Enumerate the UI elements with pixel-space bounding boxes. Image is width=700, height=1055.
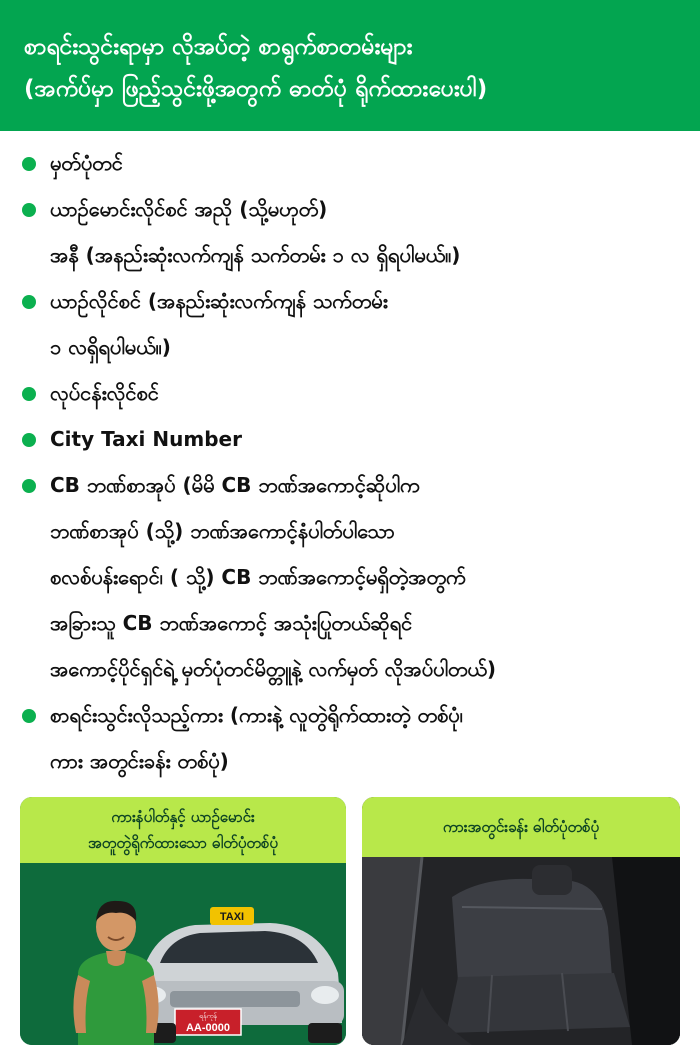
list-item-text: အခြားသူ CB ဘဏ်အကောင့် အသုံးပြုတယ်ဆိုရင် bbox=[50, 611, 413, 635]
list-item bbox=[0, 186, 700, 278]
bullet-icon bbox=[22, 203, 36, 217]
list-item-text: City Taxi Number bbox=[50, 427, 242, 451]
bullet-icon bbox=[22, 709, 36, 723]
bullet-icon bbox=[22, 387, 36, 401]
caption-line: ကားနံပါတ်နှင့် ယာဉ်မောင်း bbox=[111, 808, 255, 826]
list-item-text: စလစ်ပန်းရောင်၊ ( သို့) CB ဘဏ်အကောင့်မရှိတဲ့အတွက် bbox=[50, 565, 466, 589]
list-item-text: စာရင်းသွင်းလိုသည့်ကား (ကားနဲ့ လူတွဲရိုက်ထားတဲ့ တစ်ပုံ၊ bbox=[50, 703, 463, 727]
list-item bbox=[0, 462, 700, 692]
list-item-text: CB ဘဏ်စာအုပ် (မိမိ CB ဘဏ်အကောင့်ဆိုပါက bbox=[50, 473, 420, 497]
list-item-text: မှတ်ပုံတင် bbox=[50, 151, 123, 175]
plate-number: AA-0000 bbox=[185, 1022, 231, 1034]
example-photos bbox=[0, 797, 700, 1055]
list-item-text: အနီ (အနည်းဆုံးလက်ကျန် သက်တမ်း ၁ လ ရှိရပါမယ်။) bbox=[50, 243, 461, 267]
header-title-line2: (အက်ပ်မှာ ဖြည့်သွင်းဖို့အတွက် ဓာတ်ပုံ ရိုက်ထားပေးပါ) bbox=[24, 76, 488, 102]
taxi-sign-text: TAXI bbox=[219, 911, 245, 923]
list-item bbox=[0, 278, 700, 370]
car-interior-image bbox=[362, 857, 680, 1045]
list-item-text: ဘဏ်စာအုပ် (သို့) ဘဏ်အကောင့်နံပါတ်ပါသော bbox=[50, 519, 395, 543]
header-title-line1: စာရင်းသွင်းရာမှာ လိုအပ်တဲ့ စာရွက်စာတမ်းများ bbox=[24, 34, 413, 60]
list-item-text: ယာဉ်မောင်းလိုင်စင် အညို (သို့မဟုတ်) bbox=[50, 197, 328, 221]
list-item-text: လုပ်ငန်းလိုင်စင် bbox=[50, 381, 159, 405]
car-interior-photo bbox=[362, 857, 680, 1045]
list-item-text: ၁ လရှိရပါမယ်။) bbox=[50, 335, 171, 359]
list-item bbox=[0, 416, 700, 462]
caption-line: အတူတွဲရိုက်ထားသော ဓါတ်ပုံတစ်ပုံ bbox=[88, 834, 278, 852]
driver-car-caption bbox=[20, 797, 346, 863]
list-item-text: အကောင့်ပိုင်ရှင်ရဲ့ မှတ်ပုံတင်မိတ္တူနဲ့ လက်မှတ် လိုအပ်ပါတယ်) bbox=[50, 657, 497, 681]
header-banner bbox=[0, 0, 700, 131]
car-interior-card bbox=[362, 797, 680, 1045]
plate-region: ရန်ကုန် bbox=[198, 1012, 218, 1020]
bullet-icon bbox=[22, 157, 36, 171]
bullet-icon bbox=[22, 479, 36, 493]
list-item bbox=[0, 370, 700, 416]
driver-person-icon bbox=[73, 901, 158, 1045]
driver-with-car-card bbox=[20, 797, 346, 1045]
list-item-text: ကား အတွင်းခန်း တစ်ပုံ) bbox=[50, 749, 229, 773]
taxi-driver-illustration bbox=[20, 863, 346, 1045]
bullet-icon bbox=[22, 433, 36, 447]
car-interior-caption: ကားအတွင်းခန်း ဓါတ်ပုံတစ်ပုံ bbox=[362, 797, 680, 857]
driver-car-illustration bbox=[20, 863, 346, 1045]
list-item bbox=[0, 692, 700, 784]
bullet-icon bbox=[22, 295, 36, 309]
list-item bbox=[0, 140, 700, 186]
list-item-text: ယာဉ်လိုင်စင် (အနည်းဆုံးလက်ကျန် သက်တမ်း bbox=[50, 289, 388, 313]
requirements-list bbox=[0, 140, 700, 784]
